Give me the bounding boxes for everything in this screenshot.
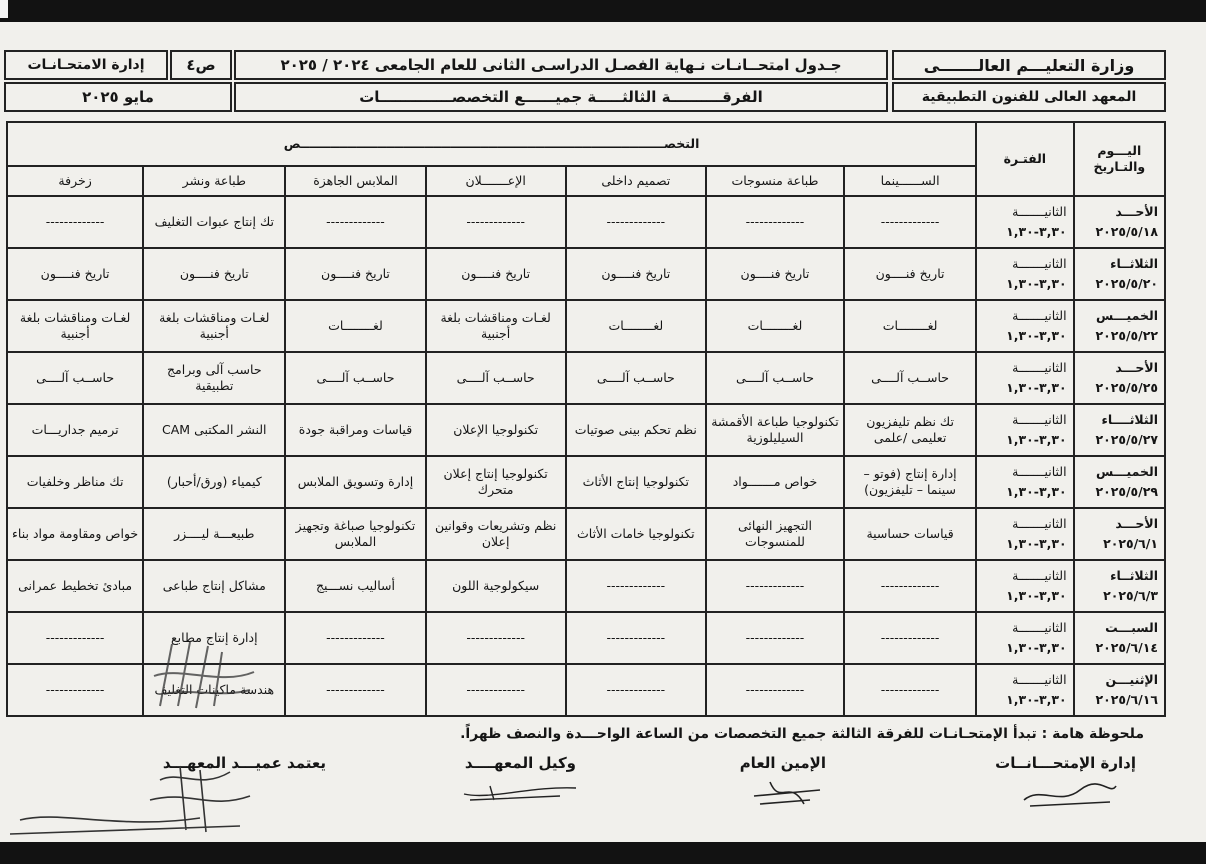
period-cell [976,560,1074,612]
exam-cell-advertising: تكنولوجيا إنتاج إعلان متحرك [426,456,566,508]
exam-cell-ready-garments: تاريخ فنــــون [285,248,425,300]
period-name: الثانيـــــــة [1012,672,1067,688]
institute-stamp-icon [150,636,260,714]
exam-cell-printing-publishing: طبيعـــة ليــــزر [143,508,285,560]
exam-cell-textile-printing: خواص مـــــــواد [706,456,844,508]
exam-cell-interior-design: نظم تحكم بينى صوتيات [566,404,706,456]
exam-cell-cinema: لغــــــــات [844,300,976,352]
exam-date: ٢٠٢٥/٥/٢٩ [1095,484,1158,499]
exam-cell-printing-publishing: تك إنتاج عبوات التغليف [143,196,285,248]
important-note [460,726,1144,742]
exam-cell-decoration: تك مناظر وخلفيات [7,456,143,508]
exam-cell-ready-garments: لغــــــــات [285,300,425,352]
period-time: ٣,٣٠-١,٣٠ [1006,276,1067,291]
specialties-header: التخصـــــــــــــــــــــــــــــــــــــــــــــــــــــــــــــــــــــــــــــــــــــص [7,122,976,166]
period-cell [976,404,1074,456]
month-box [4,82,232,112]
period-header: الفتـرة [976,122,1074,196]
sig-exams-label: إدارة الإمتحـــانــات [995,754,1136,772]
period-cell [976,456,1074,508]
exam-cell-decoration: ------------- [7,196,143,248]
office-box [4,50,168,80]
table-row [7,196,1165,248]
exam-cell-decoration: ترميم جداريـــات [7,404,143,456]
day-date-cell [1074,196,1165,248]
exam-cell-interior-design: ------------- [566,560,706,612]
period-name: الثانيـــــــة [1012,516,1067,532]
day-name: الأحـــد [1115,516,1158,532]
period-time: ٣,٣٠-١,٣٠ [1006,640,1067,655]
period-name: الثانيـــــــة [1012,256,1067,272]
period-cell [976,508,1074,560]
day-date-cell [1074,612,1165,664]
exam-cell-cinema: تك نظم تليفزيون تعليمى /علمى [844,404,976,456]
exam-cell-textile-printing: حاســب آلــــى [706,352,844,404]
exam-cell-cinema: حاســب آلــــى [844,352,976,404]
exam-cell-decoration: ------------- [7,612,143,664]
exam-cell-printing-publishing: مشاكل إنتاج طباعى [143,560,285,612]
ministry-label: وزارة التعليـــم العالـــــــى [923,55,1135,75]
period-time: ٣,٣٠-١,٣٠ [1006,536,1067,551]
exam-cell-printing-publishing: النشر المكتبى CAM [143,404,285,456]
exam-date: ٢٠٢٥/٦/٣ [1103,588,1158,603]
exam-cell-ready-garments: ------------- [285,612,425,664]
exam-cell-interior-design: ------------- [566,664,706,716]
exam-cell-textile-printing: ------------- [706,196,844,248]
period-name: الثانيـــــــة [1012,360,1067,376]
day-date-cell [1074,456,1165,508]
exam-cell-cinema: ------------- [844,612,976,664]
day-date-cell [1074,508,1165,560]
month-label: مايو ٢٠٢٥ [82,88,154,106]
period-cell [976,352,1074,404]
exam-cell-textile-printing: ------------- [706,612,844,664]
exam-schedule-table [6,121,1166,717]
period-cell [976,664,1074,716]
period-name: الثانيـــــــة [1012,204,1067,220]
exam-cell-decoration: خواص ومقاومة مواد بناء [7,508,143,560]
exam-date: ٢٠٢٥/٦/١٦ [1095,692,1158,707]
important-note-text: ملحوظة هامة : تبدأ الإمتحـانـات للفرقة الثالثة جميع التخصصات من الساعة الواحـــدة والنصف ظهراً. [460,726,1144,742]
exam-cell-interior-design: لغــــــــات [566,300,706,352]
exam-cell-cinema: ------------- [844,560,976,612]
day-name: الثلاثــــاء [1101,412,1158,428]
day-date-cell [1074,560,1165,612]
exam-cell-interior-design: تكنولوجيا إنتاج الأثاث [566,456,706,508]
exam-cell-printing-publishing: كيمياء (ورق/أحبار) [143,456,285,508]
exam-date: ٢٠٢٥/٦/١ [1103,536,1158,551]
period-time: ٣,٣٠-١,٣٠ [1006,692,1067,707]
period-time: ٣,٣٠-١,٣٠ [1006,380,1067,395]
exam-cell-advertising: تاريخ فنــــون [426,248,566,300]
exam-cell-printing-publishing: إدارة إنتاج مطابع [143,612,285,664]
period-time: ٣,٣٠-١,٣٠ [1006,588,1067,603]
exam-cell-interior-design: حاســب آلــــى [566,352,706,404]
period-name: الثانيـــــــة [1012,620,1067,636]
exam-cell-printing-publishing: هندسة ماكينات التغليف [143,664,285,716]
table-row [7,248,1165,300]
exam-cell-advertising: حاســب آلــــى [426,352,566,404]
exam-cell-cinema: تاريخ فنــــون [844,248,976,300]
page-number-box [170,50,232,80]
day-name: الثلاثــاء [1110,568,1158,584]
signature-dean-icon [0,760,260,840]
exam-cell-ready-garments: حاســب آلــــى [285,352,425,404]
specialty-ready-garments: الملابس الجاهزة [285,166,425,196]
exam-cell-textile-printing: التجهيز النهائى للمنسوجات [706,508,844,560]
period-cell [976,196,1074,248]
ministry-box [892,50,1166,80]
exam-cell-interior-design: ------------- [566,196,706,248]
top-dark-edge [0,0,1206,22]
day-name: الأحـــد [1115,204,1158,220]
period-time: ٣,٣٠-١,٣٠ [1006,224,1067,239]
day-name: السبـــت [1105,620,1158,636]
table-row [7,352,1165,404]
corner-mark [0,0,8,18]
exam-cell-ready-garments: ------------- [285,196,425,248]
exam-cell-printing-publishing: حاسب آلى وبرامج تطبيقية [143,352,285,404]
table-row [7,300,1165,352]
institute-label: المعهد العالى للفنون التطبيقية [921,89,1137,105]
specialty-advertising: الإعـــــــلان [426,166,566,196]
exam-cell-printing-publishing: لغـات ومناقشات بلغة أجنبية [143,300,285,352]
exam-cell-advertising: ------------- [426,664,566,716]
institute-box [892,82,1166,112]
sig-registrar-label: الإمين العام [739,754,826,772]
exam-date: ٢٠٢٥/٥/٢٧ [1095,432,1158,447]
period-cell [976,300,1074,352]
exam-cell-advertising: ------------- [426,196,566,248]
sig-vice-dean-label: وكيل المعهــــد [464,754,576,772]
exam-cell-decoration: تاريخ فنــــون [7,248,143,300]
exam-cell-decoration: لغـات ومناقشات بلغة أجنبية [7,300,143,352]
exam-cell-textile-printing: ------------- [706,560,844,612]
period-name: الثانيـــــــة [1012,412,1067,428]
exam-date: ٢٠٢٥/٥/٢٢ [1095,328,1158,343]
day-name: الخميـــس [1096,464,1158,480]
specialty-interior-design: تصميم داخلى [566,166,706,196]
exam-date: ٢٠٢٥/٥/٢٠ [1095,276,1158,291]
table-row [7,404,1165,456]
table-row [7,560,1165,612]
day-date-cell [1074,404,1165,456]
exam-cell-cinema: ------------- [844,196,976,248]
signature-vice-dean-icon [460,776,580,806]
exam-date: ٢٠٢٥/٥/١٨ [1095,224,1158,239]
day-date-cell [1074,300,1165,352]
exam-date: ٢٠٢٥/٦/١٤ [1095,640,1158,655]
exam-cell-textile-printing: لغــــــــات [706,300,844,352]
page-number: ص٤ [186,56,216,74]
exam-cell-printing-publishing: تاريخ فنــــون [143,248,285,300]
title-box [234,50,888,80]
exam-cell-decoration: ------------- [7,664,143,716]
header-row-1 [7,122,1165,166]
exam-date: ٢٠٢٥/٥/٢٥ [1095,380,1158,395]
exam-cell-advertising: ------------- [426,612,566,664]
year-level-box [234,82,888,112]
exam-cell-interior-design: تاريخ فنــــون [566,248,706,300]
page-title: جـدول امتحــانـات نـهاية الفصـل الدراسـى الثانى للعام الجامعى ٢٠٢٤ / ٢٠٢٥ [280,56,842,74]
exam-cell-textile-printing: ------------- [706,664,844,716]
exam-cell-textile-printing: تكنولوجيا طباعة الأقمشة السيليلوزية [706,404,844,456]
specialty-cinema: الســــــينما [844,166,976,196]
exam-cell-cinema: إدارة إنتاج (فوتو – سينما – تليفزيون) [844,456,976,508]
exam-cell-interior-design: ------------- [566,612,706,664]
signature-exams-icon [1020,776,1120,812]
period-time: ٣,٣٠-١,٣٠ [1006,328,1067,343]
exam-cell-advertising: نظم وتشريعات وقوانين إعلان [426,508,566,560]
day-date-cell [1074,664,1165,716]
exam-cell-ready-garments: إدارة وتسويق الملابس [285,456,425,508]
table-row [7,456,1165,508]
sig-dean-label: يعتمد عميـــد المعهـــد [162,754,326,772]
exam-cell-cinema: ------------- [844,664,976,716]
day-name: الأحـــد [1115,360,1158,376]
specialty-textile-printing: طباعة منسوجات [706,166,844,196]
period-time: ٣,٣٠-١,٣٠ [1006,484,1067,499]
period-cell [976,248,1074,300]
day-name: الثلاثــاء [1110,256,1158,272]
exam-cell-interior-design: تكنولوجيا خامات الأثاث [566,508,706,560]
exam-cell-ready-garments: أساليب نســـيج [285,560,425,612]
exam-cell-ready-garments: ------------- [285,664,425,716]
day-date-header: اليـــوم والتـاريخ [1074,122,1165,196]
exam-cell-ready-garments: تكنولوجيا صباغة وتجهيز الملابس [285,508,425,560]
period-time: ٣,٣٠-١,٣٠ [1006,432,1067,447]
specialty-printing-publishing: طباعة ونشر [143,166,285,196]
bottom-dark-edge [0,842,1206,864]
exam-cell-decoration: مبادئ تخطيط عمرانى [7,560,143,612]
office-label: إدارة الامتحـانـات [27,57,145,73]
exam-cell-advertising: تكنولوجيا الإعلان [426,404,566,456]
period-name: الثانيـــــــة [1012,464,1067,480]
period-cell [976,612,1074,664]
day-date-cell [1074,352,1165,404]
table-row [7,508,1165,560]
exam-cell-advertising: لغـات ومناقشات بلغة أجنبية [426,300,566,352]
day-date-cell [1074,248,1165,300]
day-name: الإثنيـــن [1105,672,1158,688]
exam-cell-advertising: سيكولوجية اللون [426,560,566,612]
specialty-decoration: زخرفة [7,166,143,196]
period-name: الثانيـــــــة [1012,568,1067,584]
exam-cell-decoration: حاســب آلــــى [7,352,143,404]
period-name: الثانيـــــــة [1012,308,1067,324]
exam-cell-cinema: قياسات حساسية [844,508,976,560]
exam-cell-ready-garments: قياسات ومراقبة جودة [285,404,425,456]
day-name: الخميـــس [1096,308,1158,324]
year-level-label: الفرقــــــــــة الثالثـــــة جميــــــع التخصصــــــــــــــات [359,88,763,106]
signature-registrar-icon [750,776,830,812]
exam-cell-textile-printing: تاريخ فنــــون [706,248,844,300]
